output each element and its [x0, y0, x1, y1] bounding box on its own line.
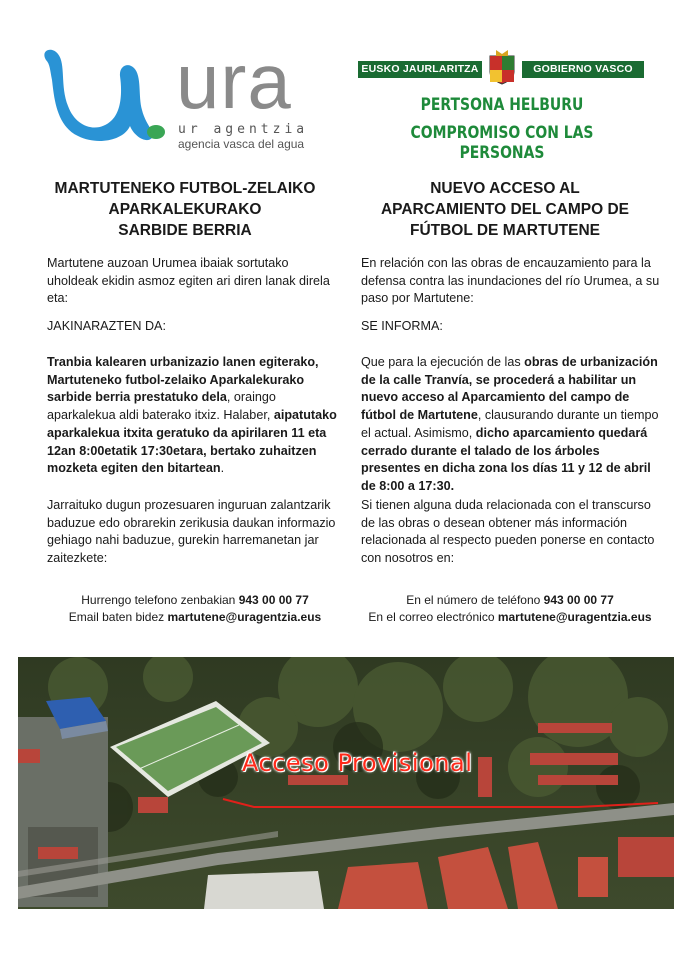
- contact-intro-spanish: Si tienen alguna duda relacionada con el transcurso de las obras o desean obtener más información relacionada al respecto pueden ponerse en contacto con nosotros en:: [361, 498, 655, 566]
- slogan-basque: PERTSONA HELBURU: [420, 95, 584, 115]
- contact-intro-basque: Jarraituko dugun prozesuaren inguruan zalantzarik baduzue edo obrarekin zerikusia daukan informazio gehiago nahi baduzue, gurekin harremanetan jar zaitezketе:: [47, 498, 336, 566]
- notice-title-spanish: [350, 178, 660, 241]
- bold-text: obras de urbanización de la calle Tranvía, se procederá a habilitar un nuevo acceso al Aparcamiento del campo de fútbol de Martutene: [361, 355, 658, 423]
- coat-of-arms-icon: [482, 50, 522, 86]
- contact-block-basque: [40, 592, 350, 626]
- email-address[interactable]: martutene@uragentzia.eus: [497, 610, 652, 624]
- email-address[interactable]: martutene@uragentzia.eus: [167, 610, 322, 624]
- bold-text: Tranbia kalearen urbanizazio lanen egiterako, Martuteneko futbol-zelaiko Aparkalekurako sarbide berria prestatuko dela: [47, 355, 319, 405]
- bold-text: aipatutako aparkalekua itxita geratuko da apirilaren 11 eta 12an 8:00etatik 17:30etara, bertako zuhaitzen mozketa egiten den bitartean: [47, 408, 337, 476]
- announcement-body-basque: [47, 354, 339, 478]
- announcement-heading-basque: JAKINARAZTEN DA:: [47, 319, 166, 333]
- email-label: En el correo electrónico: [368, 610, 498, 624]
- provisional-access-label: Acceso Provisional: [242, 749, 473, 777]
- body-text: , clausurando durante un tiempo el actual. Asimismo,: [361, 408, 659, 440]
- title-line: MARTUTENEKO FUTBOL-ZELAIKO: [54, 180, 316, 197]
- gov-label-basque: EUSKO JAURLARITZA: [358, 61, 482, 78]
- ura-subtitle-basque: ur agentzia: [178, 122, 309, 137]
- contact-block-spanish: [355, 592, 665, 626]
- announcement-body-spanish: [361, 354, 661, 496]
- title-line: APARCAMIENTO DEL CAMPO DE: [380, 201, 629, 218]
- body-text: , oraingo aparkalekua aldi baterako itxiz. Halaber,: [47, 390, 276, 423]
- aerial-photo-image: [18, 657, 674, 909]
- slogan-spanish: COMPROMISO CON LAS PERSONAS: [410, 123, 594, 163]
- phone-label: Hurrengo telefono zenbakian: [81, 593, 239, 607]
- body-text: Que para la ejecución de las: [361, 355, 525, 369]
- announcement-heading-spanish: SE INFORMA:: [361, 319, 443, 333]
- gov-label-spanish: GOBIERNO VASCO: [522, 61, 644, 78]
- ura-water-drop-icon: [38, 46, 168, 146]
- intro-paragraph-spanish: En relación con las obras de encauzamiento para la defensa contra las inundaciones del río Urumea, a su paso por Martutene:: [361, 256, 660, 306]
- email-label: Email baten bidez: [68, 610, 168, 624]
- aerial-photo: [18, 657, 674, 909]
- notice-title-basque: [40, 178, 330, 241]
- ura-logo: [38, 37, 318, 152]
- gov-banner: [358, 58, 646, 80]
- body-text: .: [220, 461, 225, 476]
- title-line: NUEVO ACCESO AL: [430, 180, 580, 197]
- phone-number[interactable]: 943 00 00 77: [238, 593, 309, 607]
- phone-label: En el número de teléfono: [406, 593, 544, 607]
- bold-text: dicho aparcamiento quedará cerrado durante el talado de los árboles presentes en dicha zona los días 11 y 12 de abril de 8:00 a 17:30.: [361, 425, 651, 493]
- phone-number[interactable]: 943 00 00 77: [543, 593, 614, 607]
- ura-wordmark: ura: [176, 37, 292, 125]
- title-line: APARKALEKURAKO: [108, 201, 262, 218]
- title-line: FÚTBOL DE MARTUTENE: [409, 222, 600, 239]
- ura-subtitle-spanish: agencia vasca del agua: [178, 137, 305, 151]
- intro-paragraph-basque: Martutene auzoan Urumea ibaiak sortutako uholdeak ekidin asmoz egiten ari diren lanak direla eta:: [47, 256, 330, 306]
- title-line: SARBIDE BERRIA: [118, 222, 252, 239]
